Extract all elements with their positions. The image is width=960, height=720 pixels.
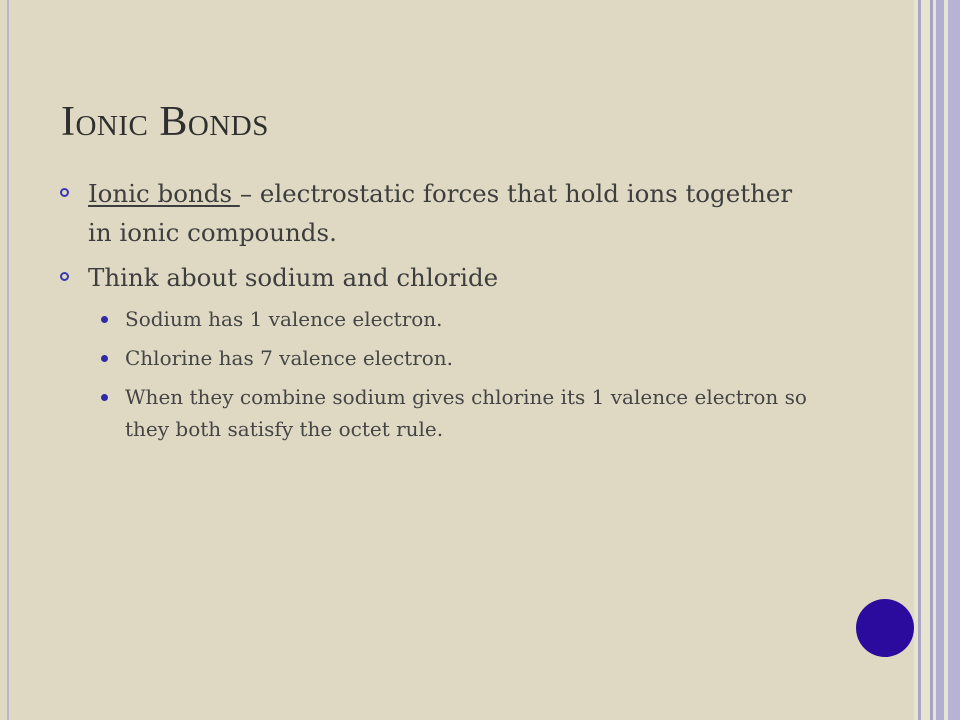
- bullet-term: Ionic bonds: [88, 179, 240, 208]
- decorative-stripe: [930, 0, 933, 720]
- dot-bullet-icon: [101, 316, 108, 323]
- sub-bullet-text: Chlorine has 7 valence electron.: [125, 346, 454, 370]
- dot-bullet-icon: [101, 355, 108, 362]
- bullet-item-sodium-chloride: [60, 258, 820, 297]
- bullet-text: – electrostatic forces that hold ions together in ionic compounds.: [88, 179, 793, 247]
- decorative-stripe: [948, 0, 960, 720]
- dot-bullet-icon: [101, 394, 108, 401]
- sub-bullet-text: Sodium has 1 valence electron.: [125, 307, 443, 331]
- slide-title: Ionic Bonds: [61, 99, 269, 145]
- sub-bullet-list: [60, 303, 820, 445]
- bullet-item-ionic-bonds: [60, 174, 820, 252]
- accent-circle: [856, 599, 914, 657]
- bullet-list: [60, 174, 820, 452]
- bullet-text: Think about sodium and chloride: [88, 263, 499, 292]
- decorative-stripe: [918, 0, 921, 720]
- sub-bullet-item: [60, 342, 820, 374]
- sub-bullet-item: [60, 303, 820, 335]
- sub-bullet-item: [60, 381, 820, 445]
- sub-bullet-text: When they combine sodium gives chlorine its 1 valence electron so they both satisfy the octet rule.: [125, 385, 807, 441]
- ring-bullet-icon: [60, 272, 69, 281]
- left-border-line: [7, 0, 9, 720]
- ring-bullet-icon: [60, 188, 69, 197]
- decorative-stripe: [936, 0, 944, 720]
